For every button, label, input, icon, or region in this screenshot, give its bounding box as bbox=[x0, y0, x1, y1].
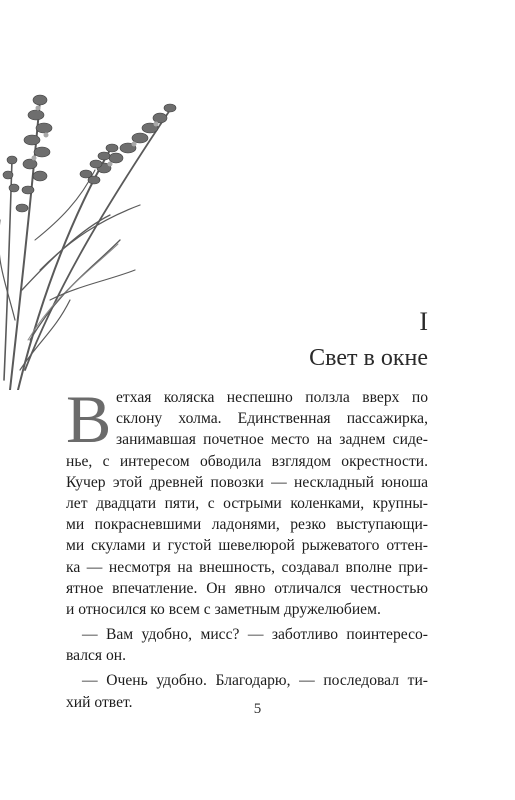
chapter-title: Свет в окне bbox=[309, 345, 428, 371]
page-number: 5 bbox=[253, 701, 262, 717]
text-line: етхая коляска неспешно ползла вверх по bbox=[116, 389, 428, 406]
text-line: склону холма. Единственная пассажирка, bbox=[116, 410, 428, 428]
paragraph-1 bbox=[66, 381, 428, 620]
text-line: вался он. bbox=[66, 647, 127, 665]
text-line: — Вам удобно, мисс? — заботливо поинтересо- bbox=[82, 626, 428, 644]
text-line: ятное впечатление. Он явно отличался честностью bbox=[66, 579, 428, 597]
text-line: Кучер этой древней повозки — нескладный юноша bbox=[66, 473, 428, 491]
text-line: лет двадцати пяти, с острыми коленками, крупны- bbox=[66, 494, 428, 512]
text-line: занимавшая почетное место на заднем сиде- bbox=[116, 431, 428, 449]
text-line: ми скулами и густой шевелюрой рыжеватого оттен- bbox=[66, 537, 428, 555]
paragraph-2 bbox=[66, 624, 428, 666]
text-line: — Очень удобно. Благодарю, — последовал ти- bbox=[82, 672, 428, 690]
text-line: ми покрасневшими ладонями, резко выступающи- bbox=[66, 516, 428, 534]
text-line: нье, с интересом обводила взглядом окрестности. bbox=[66, 452, 428, 470]
chapter-number: I bbox=[419, 307, 428, 336]
lavender-illustration bbox=[0, 40, 200, 390]
text-line: хий ответ. bbox=[66, 693, 133, 711]
drop-cap: В bbox=[66, 381, 112, 457]
text-line: и относился ко всем с заметным дружелюбием. bbox=[66, 600, 381, 618]
text-line: ка — несмотря на внешность, создавал вполне при- bbox=[66, 558, 428, 576]
chapter-body bbox=[66, 381, 428, 713]
